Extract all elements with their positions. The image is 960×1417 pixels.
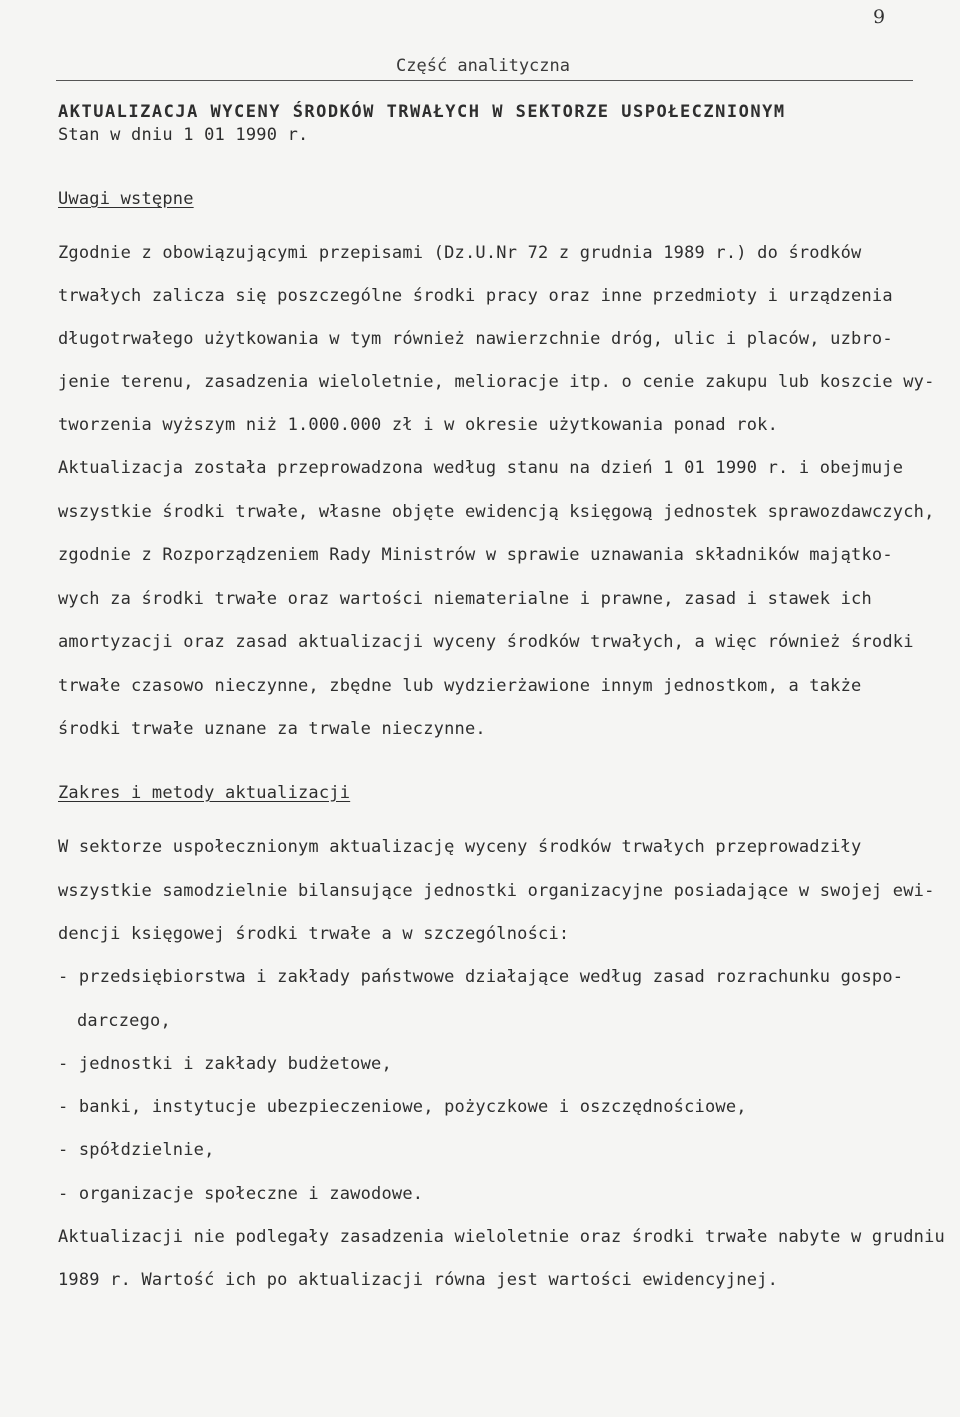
paragraph-line: zgodnie z Rozporządzeniem Rady Ministrów w sprawie uznawania składników majątko- [58, 545, 893, 565]
list-item: - organizacje społeczne i zawodowe. [58, 1184, 424, 1204]
list-item: - jednostki i zakłady budżetowe, [58, 1054, 392, 1074]
paragraph-line: środki trwałe uznane za trwale nieczynne. [58, 719, 486, 739]
paragraph-line: trwałych zalicza się poszczególne środki pracy oraz inne przedmioty i urządzenia [58, 286, 893, 306]
paragraph-line: wszystkie samodzielnie bilansujące jednostki organizacyjne posiadające w swojej ewi- [58, 881, 935, 901]
heading-zakres-i-metody: Zakres i metody aktualizacji [58, 783, 351, 803]
list-item: - przedsiębiorstwa i zakłady państwowe działające według zasad rozrachunku gospo- [58, 967, 904, 987]
paragraph-line: amortyzacji oraz zasad aktualizacji wyceny środków trwałych, a więc również środki [58, 632, 914, 652]
paragraph-line: wszystkie środki trwałe, własne objęte ewidencją księgową jednostek sprawozdawczych, [58, 502, 935, 522]
heading-uwagi-wstepne: Uwagi wstępne [58, 189, 194, 209]
section-header: Część analityczna [396, 56, 570, 76]
paragraph-line: wych za środki trwałe oraz wartości niematerialne i prawne, zasad i stawek ich [58, 589, 872, 609]
paragraph-line: dencji księgowej środki trwałe a w szczególności: [58, 924, 570, 944]
paragraph-line: 1989 r. Wartość ich po aktualizacji równa jest wartości ewidencyjnej. [58, 1270, 779, 1290]
paragraph-line: Aktualizacja została przeprowadzona według stanu na dzień 1 01 1990 r. i obejmuje [58, 458, 904, 478]
list-item: - banki, instytucje ubezpieczeniowe, pożyczkowe i oszczędnościowe, [58, 1097, 747, 1117]
document-title: AKTUALIZACJA WYCENY ŚRODKÓW TRWAŁYCH W SEKTORZE USPOŁECZNIONYM [58, 102, 786, 122]
paragraph-line: jenie terenu, zasadzenia wieloletnie, melioracje itp. o cenie zakupu lub koszcie wy- [58, 372, 935, 392]
list-item: - spółdzielnie, [58, 1140, 215, 1160]
paragraph-line: Aktualizacji nie podlegały zasadzenia wieloletnie oraz środki trwałe nabyte w grudniu [58, 1227, 945, 1247]
header-rule [56, 80, 913, 81]
paragraph-line: W sektorze uspołecznionym aktualizację wyceny środków trwałych przeprowadziły [58, 837, 862, 857]
list-item-continuation: darczego, [77, 1011, 171, 1031]
paragraph-line: trwałe czasowo nieczynne, zbędne lub wydzierżawione innym jednostkom, a także [58, 676, 862, 696]
paragraph-line: Zgodnie z obowiązującymi przepisami (Dz.U.Nr 72 z grudnia 1989 r.) do środków [58, 243, 862, 263]
document-subtitle: Stan w dniu 1 01 1990 r. [58, 125, 309, 145]
page-number: 9 [873, 6, 886, 28]
paragraph-line: tworzenia wyższym niż 1.000.000 zł i w okresie użytkowania ponad rok. [58, 415, 779, 435]
paragraph-line: długotrwałego użytkowania w tym również nawierzchnie dróg, ulic i placów, uzbro- [58, 329, 893, 349]
